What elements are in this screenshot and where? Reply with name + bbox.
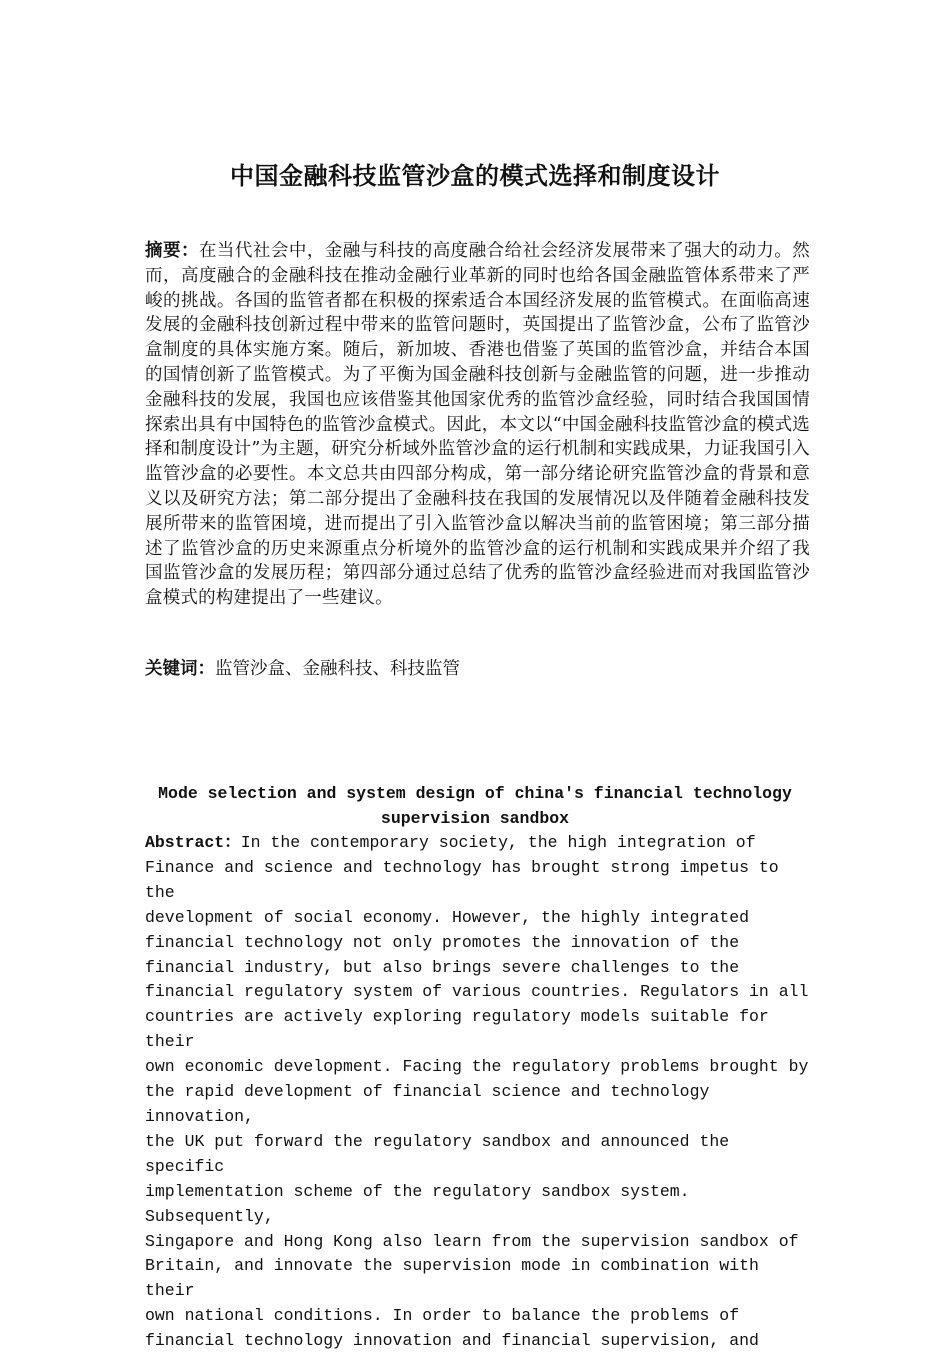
chinese-abstract-text: 在当代社会中，金融与科技的高度融合给社会经济发展带来了强大的动力。然而，高度融合的金融科技在推动金融行业革新的同时也给各国金融监管体系带来了严峻的挑战。各国的监管者都在积极的探索适合本国经济发展的监管模式。在面临高速发展的金融科技创新过程中带来的监管问题时，英国提出了监管沙盒，公布了监管沙盒制度的具体实施方案。随后，新加坡、香港也借鉴了英国的监管沙盒，并结合本国的国情创新了监管模式。为了平衡为国金融科技创新与金融监管的问题，进一步推动金融科技的发展，我国也应该借鉴其他国家优秀的监管沙盒经验，同时结合我国国情探索出具有中国特色的监管沙盒模式。因此，本文以“中国金融科技监管沙盒的模式选择和制度设计”为主题，研究分析域外监管沙盒的运行机制和实践成果，力证我国引入监管沙盒的必要性。本文总共由四部分构成，第一部分绪论研究监管沙盒的背景和意义以及研究方法；第二部分提出了金融科技在我国的发展情况以及伴随着金融科技发展所带来的监管困境，进而提出了引入监管沙盒以解决当前的监管困境；第三部分描述了监管沙盒的历史来源重点分析境外的监管沙盒的运行机制和实践成果并介绍了我国监管沙盒的发展历程；第四部分通过总结了优秀的监管沙盒经验进而对我国监管沙盒模式的构建提出了一些建议。: [145, 241, 810, 609]
chinese-abstract: [145, 239, 810, 611]
english-abstract-label: Abstract：: [145, 833, 241, 852]
english-abstract: [145, 831, 813, 1354]
chinese-keywords: [145, 657, 810, 682]
chinese-title: 中国金融科技监管沙盒的模式选择和制度设计: [230, 162, 720, 190]
english-abstract-text: In the contemporary society, the high integration of Finance and science and technology has brought strong impetus to the development of social economy. However, the highly integrated financial technology not only promotes the innovation of the financial industry, but also brings severe challenges to the financial regulatory system of various countries. Regulators in all countries are actively exploring regulatory models suitable for their own economic development. Facing the regulatory problems brought by the rapid development of financial science and technology innovation, the UK put forward the regulatory sandbox and announced the specific implementation scheme of the regulatory sandbox system. Subsequently, Singapore and Hong Kong also learn from the supervision sandbox of Britain, and innovate the supervision mode in combination with their own national conditions. In order to balance the problems of financial technology innovation and financial supervision, and: [145, 833, 809, 1351]
english-title: Mode selection and system design of china's financial technology supervision sandbox: [158, 784, 792, 828]
chinese-abstract-label: 摘要：: [145, 241, 199, 261]
chinese-keywords-text: 监管沙盒、金融科技、科技监管: [215, 659, 460, 679]
chinese-keywords-label: 关键词：: [145, 659, 215, 679]
